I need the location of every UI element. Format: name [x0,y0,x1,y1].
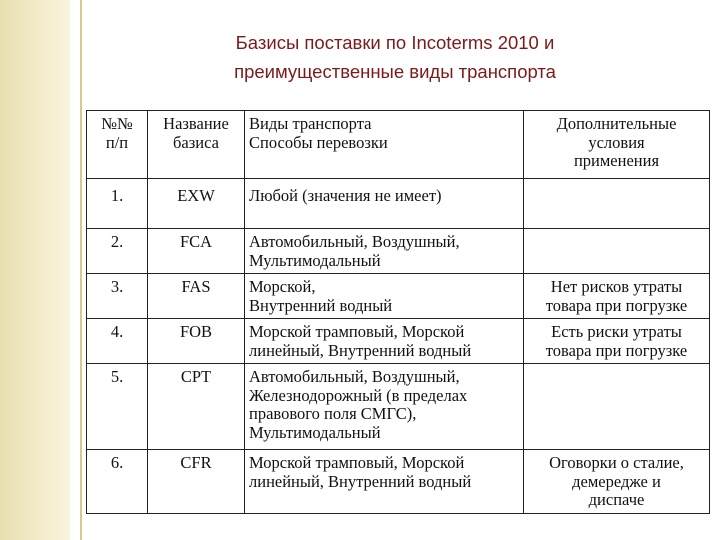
row-extra-cell [524,364,710,450]
header-code-line: базиса [173,132,219,152]
row-code-cell: EXW [148,179,245,229]
row-extra-line: демередже и [572,471,661,491]
row-mode-line: Любой (значения не имеет) [249,186,442,205]
row-code-cell: FCA [148,229,245,274]
row-extra-line: диспаче [588,490,645,509]
header-code-line: Название [163,114,229,133]
row-extra-cell [524,450,710,514]
row-extra-line: товара при погрузке [545,340,688,360]
row-num-cell: 1. [87,179,148,229]
row-mode-line: правового поля СМГС), [249,404,417,423]
row-mode-line: Морской, [249,277,316,296]
row-extra-line: Нет рисков утраты [550,277,683,296]
row-extra-line: товара при погрузке [545,295,688,315]
table-row-cpt [87,364,710,450]
header-mode-cell [245,111,524,179]
row-mode-line: Морской трамповый, Морской [249,322,465,341]
row-mode-line: Автомобильный, Воздушный, [249,232,460,251]
slide-title-line-1: Базисы поставки по Incoterms 2010 и [235,32,555,53]
table-row-fas [87,274,710,319]
decorative-side-line [80,0,82,540]
header-num-line: №№ [101,114,133,133]
header-extra-line: условия [588,132,645,152]
row-mode-line: Мультимодальный [249,250,381,270]
row-mode-line: Морской трамповый, Морской [249,453,465,472]
row-mode-cell [245,319,524,364]
row-code-cell: FOB [148,319,245,364]
incoterms-table [86,110,710,514]
row-mode-line: Мультимодальный [249,422,381,442]
table-row-fca [87,229,710,274]
row-code-cell: CFR [148,450,245,514]
row-extra-line: Оговорки о сталие, [549,453,684,472]
row-extra-cell [524,229,710,274]
row-mode-line: Внутренний водный [249,295,393,315]
table-header-row [87,111,710,179]
row-mode-line: линейный, Внутренний водный [249,471,472,491]
row-extra-cell [524,274,710,319]
row-mode-cell [245,364,524,450]
row-mode-cell [245,274,524,319]
row-num-cell: 4. [87,319,148,364]
row-mode-line: Железнодорожный (в пределах [249,385,468,405]
header-mode-line: Способы перевозки [249,132,388,152]
slide-title-line-2: преимущественные виды транспорта [234,61,556,82]
table-row-fob [87,319,710,364]
decorative-side-bar [0,0,70,540]
row-mode-cell [245,229,524,274]
row-mode-line: линейный, Внутренний водный [249,340,472,360]
row-extra-cell [524,319,710,364]
row-mode-cell [245,450,524,514]
header-num-cell [87,111,148,179]
row-num-cell: 2. [87,229,148,274]
row-num-cell: 6. [87,450,148,514]
row-code-cell: FAS [148,274,245,319]
slide-title [100,28,690,86]
row-num-cell: 5. [87,364,148,450]
table-row-cfr [87,450,710,514]
row-code-cell: CPT [148,364,245,450]
row-extra-line: Есть риски утраты [551,322,682,341]
header-num-line: п/п [105,132,129,152]
header-extra-cell [524,111,710,179]
row-extra-cell [524,179,710,229]
row-mode-line: Автомобильный, Воздушный, [249,367,460,386]
header-extra-line: Дополнительные [556,114,677,133]
row-num-cell: 3. [87,274,148,319]
header-mode-line: Виды транспорта [249,114,372,133]
header-code-cell [148,111,245,179]
table-row-exw [87,179,710,229]
row-mode-cell [245,179,524,229]
header-extra-line: применения [573,151,660,170]
